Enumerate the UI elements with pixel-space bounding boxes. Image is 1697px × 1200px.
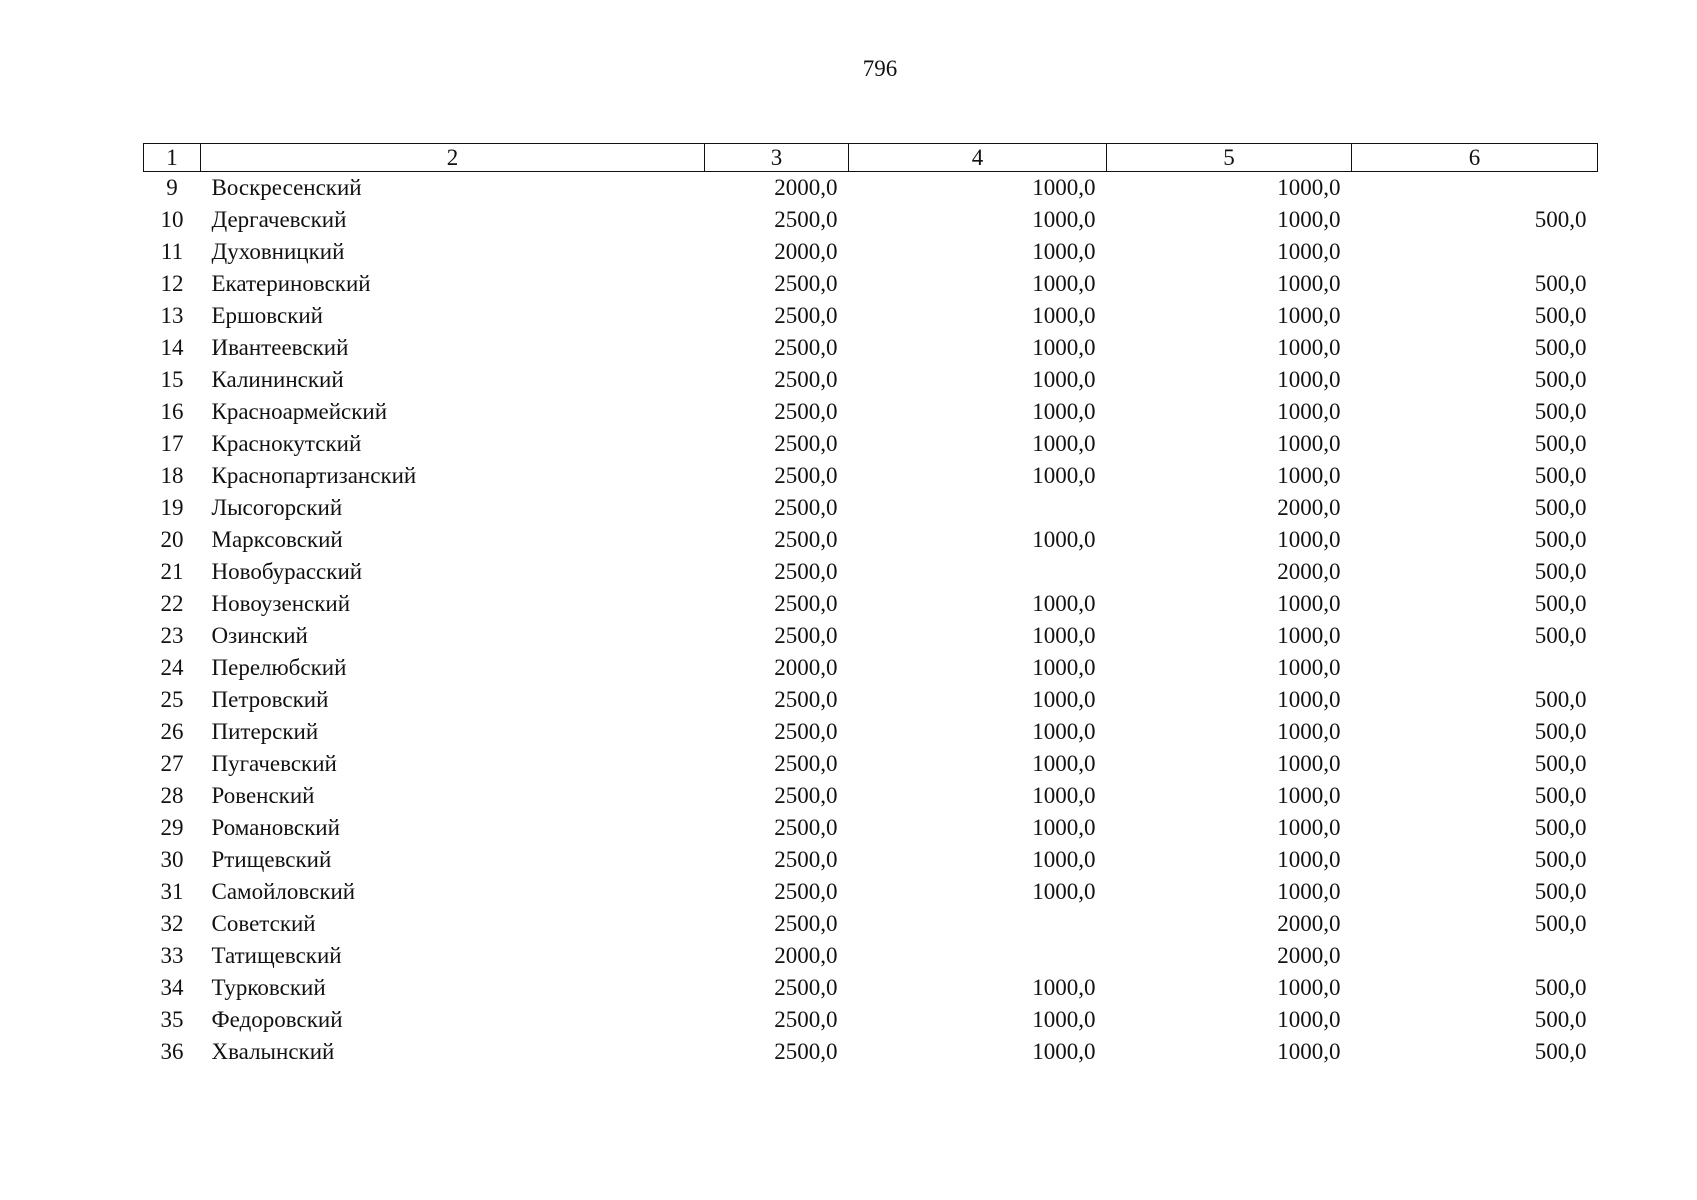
- value-col-6: [1352, 172, 1598, 205]
- row-number: 26: [160, 719, 184, 744]
- row-number: 29: [160, 815, 184, 840]
- row-number: 32: [160, 911, 184, 936]
- value-col-5: 1000,0: [1277, 591, 1341, 616]
- column-header-1: 1: [144, 144, 201, 172]
- column-header-4: 4: [849, 144, 1107, 172]
- value-col-4: 1000,0: [1032, 431, 1096, 456]
- district-name: Новоузенский: [211, 591, 351, 616]
- district-name: Екатериновский: [211, 271, 371, 296]
- value-col-6: [1352, 652, 1598, 684]
- district-name: Красноармейский: [211, 399, 387, 424]
- value-col-5: 1000,0: [1277, 431, 1341, 456]
- value-col-5: 1000,0: [1277, 687, 1341, 712]
- district-name: Турковский: [211, 975, 326, 1000]
- value-col-4: 1000,0: [1032, 975, 1096, 1000]
- value-col-4: 1000,0: [1032, 207, 1096, 232]
- header-row: [144, 144, 1598, 172]
- value-col-5: 1000,0: [1277, 815, 1341, 840]
- row-number: 27: [160, 751, 184, 776]
- value-col-3: 2500,0: [774, 911, 838, 936]
- value-col-6: 500,0: [1534, 591, 1587, 616]
- value-col-4: 1000,0: [1032, 271, 1096, 296]
- row-number: 25: [160, 687, 184, 712]
- table-body: [144, 172, 1598, 1069]
- table-row: [144, 332, 1598, 364]
- value-col-4: 1000,0: [1032, 463, 1096, 488]
- value-col-5: 1000,0: [1277, 399, 1341, 424]
- value-col-6: 500,0: [1534, 879, 1587, 904]
- district-name: Дергачевский: [211, 207, 347, 232]
- column-header-6: 6: [1352, 144, 1598, 172]
- value-col-6: 500,0: [1534, 1007, 1587, 1032]
- value-col-4: 1000,0: [1032, 591, 1096, 616]
- district-name: Федоровский: [211, 1007, 343, 1032]
- value-col-3: 2500,0: [774, 527, 838, 552]
- value-col-4: 1000,0: [1032, 399, 1096, 424]
- value-col-3: 2500,0: [774, 303, 838, 328]
- table-row: [144, 1036, 1598, 1068]
- district-name: Калининский: [211, 367, 344, 392]
- value-col-5: 1000,0: [1277, 303, 1341, 328]
- value-col-6: 500,0: [1534, 815, 1587, 840]
- value-col-3: 2500,0: [774, 751, 838, 776]
- district-name: Перелюбский: [211, 655, 347, 680]
- value-col-3: 2500,0: [774, 879, 838, 904]
- district-name: Советский: [211, 911, 316, 936]
- value-col-6: 500,0: [1534, 527, 1587, 552]
- value-col-5: 1000,0: [1277, 783, 1341, 808]
- value-col-4: 1000,0: [1032, 815, 1096, 840]
- value-col-3: 2500,0: [774, 367, 838, 392]
- value-col-6: [1352, 236, 1598, 268]
- row-number: 24: [160, 655, 184, 680]
- value-col-5: 2000,0: [1277, 911, 1341, 936]
- table-row: [144, 460, 1598, 492]
- value-col-6: 500,0: [1534, 1039, 1587, 1064]
- value-col-4: 1000,0: [1032, 1039, 1096, 1064]
- value-col-5: 1000,0: [1277, 175, 1341, 200]
- district-name: Лысогорский: [211, 495, 343, 520]
- table-row: [144, 556, 1598, 588]
- page-number: 796: [862, 56, 898, 81]
- value-col-4: 1000,0: [1032, 623, 1096, 648]
- value-col-5: 1000,0: [1277, 623, 1341, 648]
- district-name: Татищевский: [211, 943, 342, 968]
- district-table: [143, 143, 1598, 1068]
- column-header-3: 3: [705, 144, 849, 172]
- value-col-5: 1000,0: [1277, 1007, 1341, 1032]
- value-col-6: 500,0: [1534, 687, 1587, 712]
- row-number: 23: [160, 623, 184, 648]
- district-name: Озинский: [211, 623, 308, 648]
- value-col-3: 2000,0: [774, 175, 838, 200]
- value-col-3: 2500,0: [774, 271, 838, 296]
- value-col-3: 2500,0: [774, 207, 838, 232]
- value-col-4: 1000,0: [1032, 655, 1096, 680]
- row-number: 34: [160, 975, 184, 1000]
- district-name: Ивантеевский: [211, 335, 349, 360]
- value-col-5: 1000,0: [1277, 655, 1341, 680]
- row-number: 12: [160, 271, 184, 296]
- row-number: 19: [160, 495, 184, 520]
- value-col-6: 500,0: [1534, 911, 1587, 936]
- value-col-3: 2500,0: [774, 719, 838, 744]
- value-col-5: 1000,0: [1277, 207, 1341, 232]
- district-name: Романовский: [211, 815, 340, 840]
- value-col-5: 2000,0: [1277, 495, 1341, 520]
- table-row: [144, 844, 1598, 876]
- table-row: [144, 748, 1598, 780]
- value-col-4: 1000,0: [1032, 335, 1096, 360]
- district-name: Воскресенский: [211, 175, 362, 200]
- value-col-6: 500,0: [1534, 719, 1587, 744]
- value-col-3: 2500,0: [774, 431, 838, 456]
- value-col-6: 500,0: [1534, 847, 1587, 872]
- table-row: [144, 652, 1598, 684]
- table-row: [144, 236, 1598, 268]
- table-row: [144, 940, 1598, 972]
- value-col-5: 1000,0: [1277, 879, 1341, 904]
- row-number: 28: [160, 783, 184, 808]
- value-col-6: 500,0: [1534, 271, 1587, 296]
- row-number: 9: [166, 175, 178, 200]
- value-col-5: 1000,0: [1277, 463, 1341, 488]
- value-col-5: 1000,0: [1277, 975, 1341, 1000]
- value-col-3: 2500,0: [774, 1039, 838, 1064]
- value-col-3: 2500,0: [774, 687, 838, 712]
- value-col-6: 500,0: [1534, 303, 1587, 328]
- column-header-5: 5: [1107, 144, 1352, 172]
- value-col-3: 2000,0: [774, 943, 838, 968]
- value-col-4: 1000,0: [1032, 367, 1096, 392]
- value-col-4: 1000,0: [1032, 719, 1096, 744]
- value-col-4: 1000,0: [1032, 303, 1096, 328]
- value-col-3: 2500,0: [774, 1007, 838, 1032]
- value-col-5: 1000,0: [1277, 847, 1341, 872]
- table-row: [144, 812, 1598, 844]
- row-number: 20: [160, 527, 184, 552]
- table-row: [144, 172, 1598, 205]
- value-col-3: 2500,0: [774, 335, 838, 360]
- value-col-4: [849, 908, 1107, 940]
- district-name: Питерский: [211, 719, 319, 744]
- value-col-5: 1000,0: [1277, 335, 1341, 360]
- table-row: [144, 364, 1598, 396]
- value-col-3: 2500,0: [774, 623, 838, 648]
- value-col-3: 2500,0: [774, 815, 838, 840]
- table-row: [144, 492, 1598, 524]
- table-row: [144, 1004, 1598, 1036]
- row-number: 10: [160, 207, 184, 232]
- value-col-6: 500,0: [1534, 751, 1587, 776]
- value-col-6: 500,0: [1534, 559, 1587, 584]
- row-number: 13: [160, 303, 184, 328]
- row-number: 35: [160, 1007, 184, 1032]
- value-col-3: 2500,0: [774, 783, 838, 808]
- table-row: [144, 268, 1598, 300]
- row-number: 21: [160, 559, 184, 584]
- district-table-container: [143, 143, 1597, 1068]
- value-col-4: 1000,0: [1032, 751, 1096, 776]
- value-col-3: 2500,0: [774, 495, 838, 520]
- district-name: Пугачевский: [211, 751, 337, 776]
- row-number: 36: [160, 1039, 184, 1064]
- value-col-6: 500,0: [1534, 495, 1587, 520]
- table-row: [144, 396, 1598, 428]
- table-row: [144, 204, 1598, 236]
- table-row: [144, 876, 1598, 908]
- row-number: 14: [160, 335, 184, 360]
- district-name: Петровский: [211, 687, 329, 712]
- value-col-3: 2500,0: [774, 975, 838, 1000]
- value-col-6: 500,0: [1534, 431, 1587, 456]
- value-col-3: 2500,0: [774, 399, 838, 424]
- value-col-6: 500,0: [1534, 399, 1587, 424]
- value-col-5: 1000,0: [1277, 527, 1341, 552]
- value-col-6: 500,0: [1534, 335, 1587, 360]
- district-name: Краснопартизанский: [211, 463, 417, 488]
- value-col-3: 2500,0: [774, 591, 838, 616]
- table-row: [144, 684, 1598, 716]
- table-row: [144, 588, 1598, 620]
- table-row: [144, 524, 1598, 556]
- district-name: Марксовский: [211, 527, 343, 552]
- table-row: [144, 620, 1598, 652]
- district-name: Ершовский: [211, 303, 323, 328]
- value-col-6: 500,0: [1534, 623, 1587, 648]
- value-col-6: 500,0: [1534, 207, 1587, 232]
- row-number: 17: [160, 431, 184, 456]
- row-number: 15: [160, 367, 184, 392]
- row-number: 18: [160, 463, 184, 488]
- district-name: Краснокутский: [211, 431, 362, 456]
- table-row: [144, 716, 1598, 748]
- value-col-5: 1000,0: [1277, 367, 1341, 392]
- district-name: Духовницкий: [211, 239, 345, 264]
- value-col-4: 1000,0: [1032, 783, 1096, 808]
- district-name: Новобурасский: [211, 559, 363, 584]
- value-col-3: 2500,0: [774, 463, 838, 488]
- row-number: 30: [160, 847, 184, 872]
- district-name: Ровенский: [211, 783, 315, 808]
- value-col-6: [1352, 940, 1598, 972]
- column-header-2: 2: [201, 144, 705, 172]
- value-col-4: 1000,0: [1032, 1007, 1096, 1032]
- value-col-3: 2000,0: [774, 655, 838, 680]
- value-col-4: [849, 492, 1107, 524]
- row-number: 16: [160, 399, 184, 424]
- value-col-5: 1000,0: [1277, 719, 1341, 744]
- value-col-3: 2500,0: [774, 559, 838, 584]
- value-col-4: [849, 556, 1107, 588]
- value-col-4: 1000,0: [1032, 175, 1096, 200]
- table-row: [144, 972, 1598, 1004]
- value-col-5: 2000,0: [1277, 559, 1341, 584]
- district-name: Самойловский: [211, 879, 356, 904]
- row-number: 33: [160, 943, 184, 968]
- value-col-4: 1000,0: [1032, 527, 1096, 552]
- row-number: 11: [160, 239, 184, 264]
- value-col-5: 1000,0: [1277, 1039, 1341, 1064]
- value-col-4: [849, 940, 1107, 972]
- value-col-6: 500,0: [1534, 463, 1587, 488]
- value-col-4: 1000,0: [1032, 687, 1096, 712]
- value-col-6: 500,0: [1534, 783, 1587, 808]
- value-col-3: 2000,0: [774, 239, 838, 264]
- table-row: [144, 908, 1598, 940]
- value-col-5: 2000,0: [1277, 943, 1341, 968]
- value-col-5: 1000,0: [1277, 271, 1341, 296]
- row-number: 22: [160, 591, 184, 616]
- value-col-6: 500,0: [1534, 367, 1587, 392]
- row-number: 31: [160, 879, 184, 904]
- table-row: [144, 428, 1598, 460]
- value-col-4: 1000,0: [1032, 847, 1096, 872]
- value-col-6: 500,0: [1534, 975, 1587, 1000]
- value-col-5: 1000,0: [1277, 751, 1341, 776]
- district-name: Ртищевский: [211, 847, 332, 872]
- value-col-4: 1000,0: [1032, 879, 1096, 904]
- value-col-3: 2500,0: [774, 847, 838, 872]
- district-name: Хвалынский: [211, 1039, 335, 1064]
- value-col-4: 1000,0: [1032, 239, 1096, 264]
- table-header: [144, 144, 1598, 172]
- value-col-5: 1000,0: [1277, 239, 1341, 264]
- table-row: [144, 780, 1598, 812]
- table-row: [144, 300, 1598, 332]
